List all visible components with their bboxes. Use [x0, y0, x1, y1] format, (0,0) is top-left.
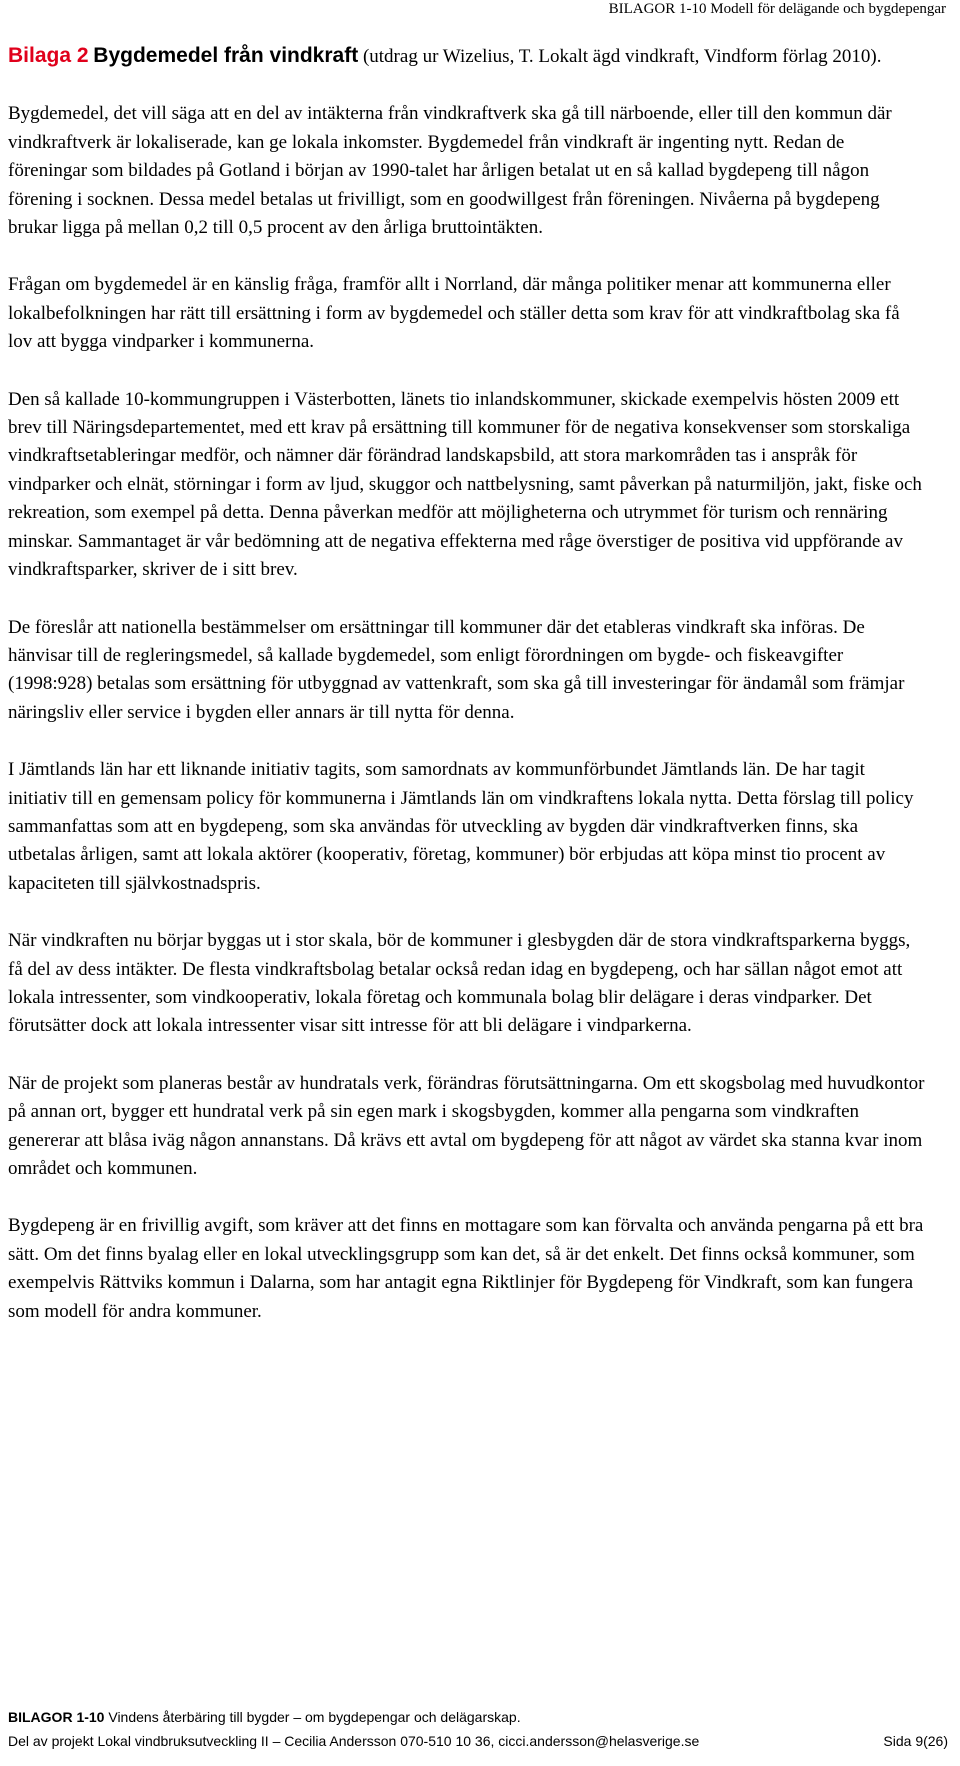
- appendix-title: [8, 42, 926, 71]
- footer-label-bold: BILAGOR 1-10: [8, 1709, 105, 1725]
- paragraph-voluntary-fee: Bygdepeng är en frivillig avgift, som kräver att det finns en mottagare som kan förvalta och använda pengarna på ett bra sätt. Om det finns byalag eller en lokal utvecklingsgrupp som kan det, så är det enkelt. Det finns också kommuner, som exempelvis Rättviks kommun i Dalarna, som har antagit egna Riktlinjer för Bygdepeng för Vindkraft, som kan fungera som modell för andra kommuner.: [8, 1215, 924, 1322]
- footer-project: Del av projekt Lokal vindbruksutveckling II – Cecilia Andersson 070-510 10 36, cicci.andersson@helasverige.se: [8, 1733, 700, 1749]
- paragraph-hundreds: När de projekt som planeras består av hundratals verk, förändras förutsättningarna. Om ett skogsbolag med huvudkontor på annan ort, bygger ett hundratal verk på sin egen mark i skogsbygden, kommer alla pengarna som vindkraften genererar att blåsa iväg någon annanstans. Då krävs ett avtal om bygdepeng för att något av värdet ska stanna kvar inom området och kommunen.: [8, 1072, 925, 1179]
- appendix-label: Bilaga 2: [8, 44, 89, 67]
- footer-label-rest: Vindens återbäring till bygder – om bygdepengar och delägarskap.: [104, 1709, 521, 1725]
- footer-title: [8, 1705, 948, 1729]
- paragraph-proposal: De föreslår att nationella bestämmelser om ersättningar till kommuner där det etableras vindkraft ska införas. De hänvisar till de regleringsmedel, så kallade bygdemedel, som enligt förordningen om bygde- och fiskeavgifter (1998:928) betalas som ersättning för utbyggnad av vattenkraft, som ska gå till investeringar för ändamål som främjar näringsliv eller service i bygden eller annars är till nytta för denna.: [8, 616, 905, 723]
- running-header: BILAGOR 1-10 Modell för delägande och bygdepengar: [608, 1, 946, 17]
- paragraph-large-scale: När vindkraften nu börjar byggas ut i stor skala, bör de kommuner i glesbygden där de stora vindkraftsparkerna byggs, få del av dess intäkter. De flesta vindkraftsbolag betalar också redan idag en bygdepeng, och har sällan något emot att lokala intressenter, som vindkooperativ, lokala företag och kommunala bolag blir delägare i deras vindparker. Det förutsätter dock att lokala intressenter visar sitt intresse för att bli delägare i vindparkerna.: [8, 930, 911, 1037]
- page-footer: [8, 1705, 948, 1753]
- page-body: [8, 42, 926, 1355]
- paragraph-norrland: Frågan om bygdemedel är en känslig fråga, framför allt i Norrland, där många politiker menar att kommunerna eller lokalbefolkningen har rätt till ersättning i form av bygdemedel och ställer detta som krav för att vindkraftbolag ska få lov att bygga vindparker i kommunerna.: [8, 274, 900, 353]
- footer-project-line: [8, 1729, 948, 1753]
- appendix-heading: Bygdemedel från vindkraft: [93, 44, 359, 67]
- paragraph-jamtland: I Jämtlands län har ett liknande initiativ tagits, som samordnats av kommunförbundet Jämtlands län. De har tagit initiativ till en gemensam policy för kommunerna i Jämtlands län om vindkraftens lokala nytta. Detta förslag till policy sammanfattas som att en bygdepeng, som ska användas för utveckling av bygden där vindkraftverken finns, ska utbetalas årligen, samt att lokala aktörer (kooperativ, företag, kommuner) bör erbjudas att köpa minst tio procent av kapaciteten till självkostnadspris.: [8, 759, 914, 894]
- appendix-source: (utdrag ur Wizelius, T. Lokalt ägd vindkraft, Vindform förlag 2010).: [362, 46, 882, 67]
- paragraph-vasterbotten: Den så kallade 10-kommungruppen i Västerbotten, länets tio inlandskommuner, skickade exempelvis hösten 2009 ett brev till Näringsdepartementet, med ett krav på ersättning till kommuner för de negativa konsekvenser som storskaliga vindkraftsetableringar medför, och nämner där förändrad landskapsbild, att stora markområden tas i anspråk för vindparker och elnät, störningar i form av ljud, skuggor och nattbelysning, samt påverkan på naturmiljön, jakt, fiske och rekreation, som exempel på detta. Denna påverkan medför att möjligheterna och utrymmet för turism och rennäring minskar. Sammantaget är vår bedömning att de negativa effekterna med råge överstiger de positiva vid uppförande av vindkraftsparker, skriver de i sitt brev.: [8, 388, 922, 581]
- paragraph-intro: Bygdemedel, det vill säga att en del av intäkterna från vindkraftverk ska gå till närboende, eller till den kommun där vindkraftverk är lokaliserade, kan ge lokala inkomster. Bygdemedel från vindkraft är ingenting nytt. Redan de föreningar som bildades på Gotland i början av 1990-talet har årligen betalat ut en så kallad bygdepeng till någon förening i socknen. Dessa medel betalas ut frivilligt, som en goodwillgest från föreningen. Nivåerna på bygdepeng brukar ligga på mellan 0,2 till 0,5 procent av den årliga bruttointäkten.: [8, 103, 892, 239]
- page-number: Sida 9(26): [883, 1733, 948, 1749]
